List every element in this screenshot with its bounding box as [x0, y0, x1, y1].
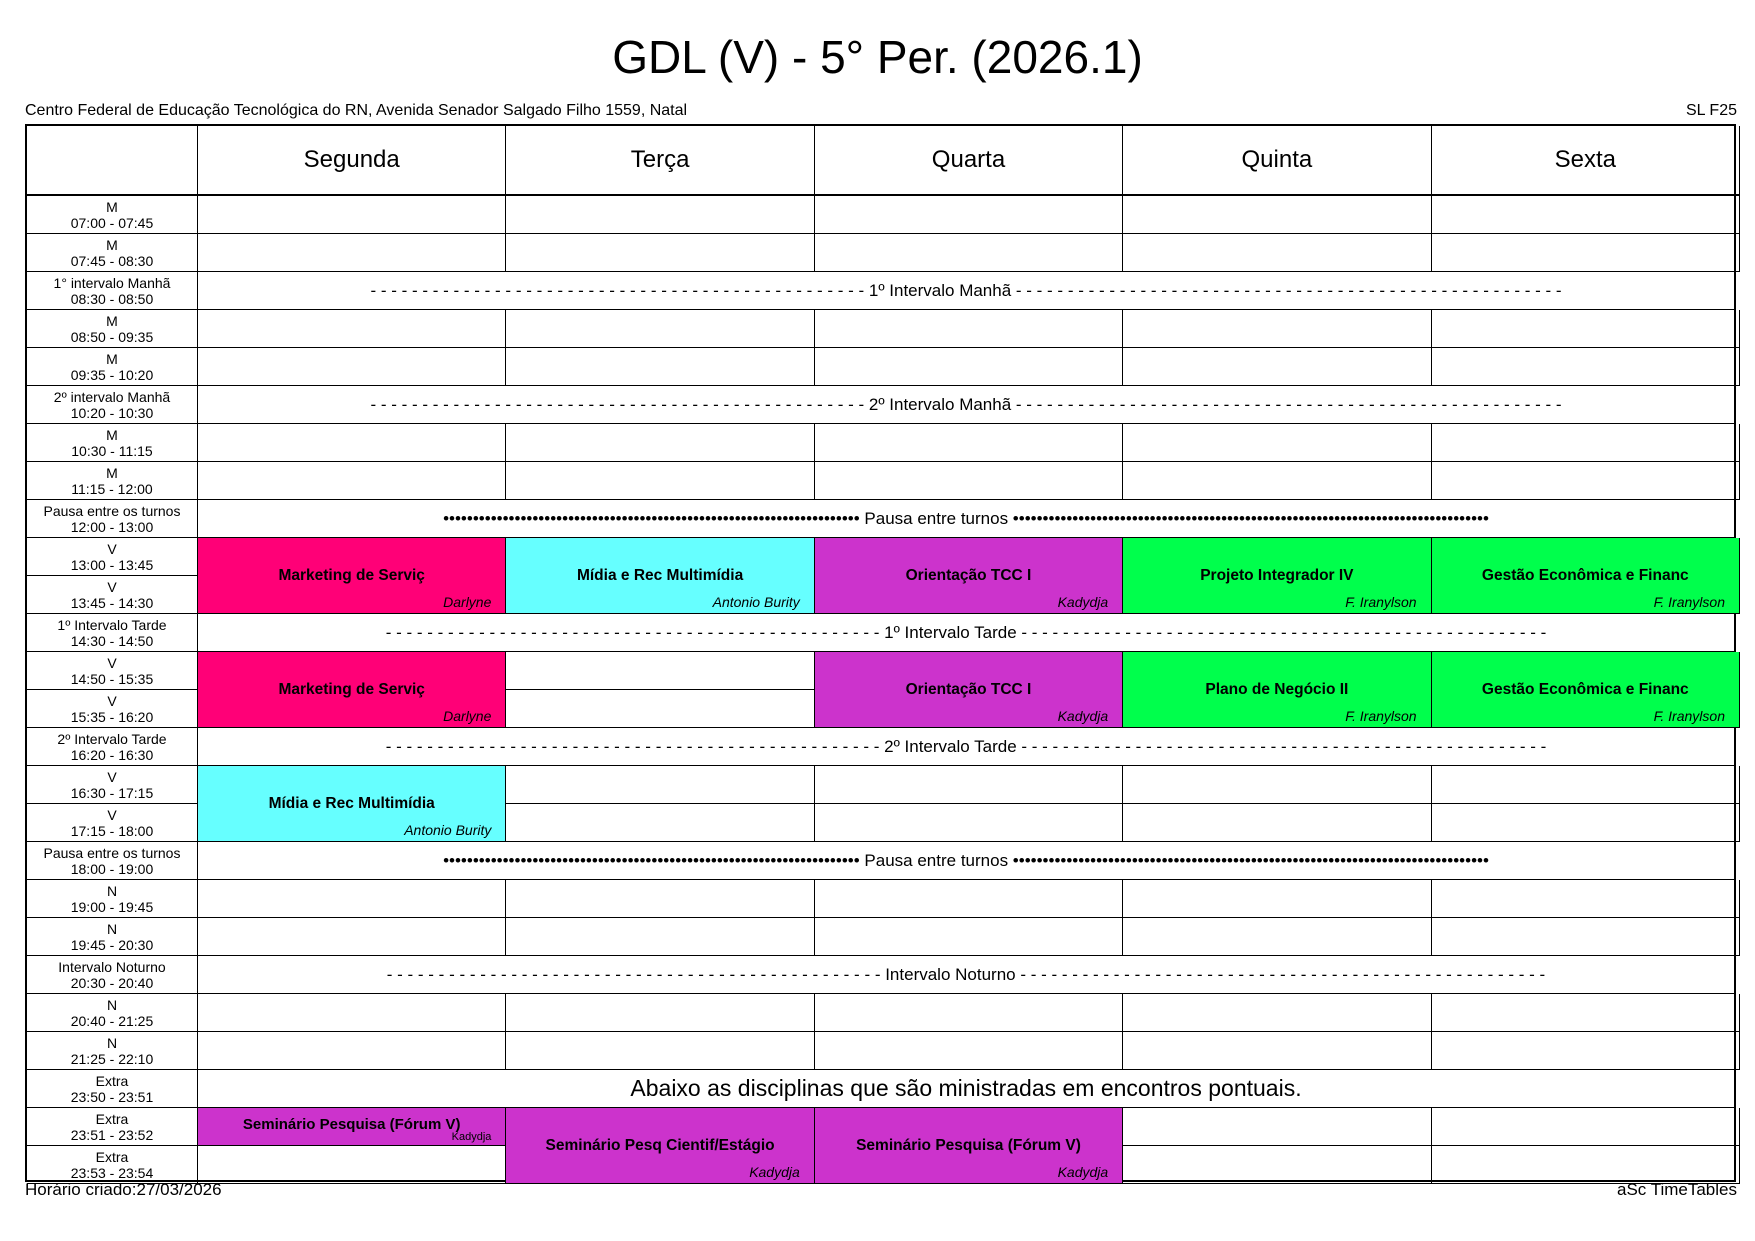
- header-corner: [27, 126, 198, 196]
- lesson-card[interactable]: [815, 538, 1123, 614]
- empty-slot: [815, 804, 1123, 842]
- period-name: Extra: [95, 1110, 129, 1127]
- lesson-card[interactable]: [1432, 538, 1740, 614]
- empty-slot: [1123, 196, 1431, 234]
- day-header-label: Segunda: [303, 146, 400, 173]
- period-name: V: [107, 692, 117, 709]
- empty-slot: [198, 310, 506, 348]
- empty-slot: [1432, 804, 1740, 842]
- lesson-teacher: Kadydja: [749, 1164, 800, 1180]
- period-time: 14:50 - 15:35: [70, 670, 154, 687]
- break-band-text: - - - - - - - - - - - - - - - - - - - - - - - - - - - - - - - - - - - - - - - - - - - - - - - - 2º Intervalo Tarde - - - - - - - - - - - - - - - - - - - - - - - - - - - - - - - - - - - - - - - - - - - - - - - - - - -: [385, 736, 1547, 756]
- period-time: 23:51 - 23:52: [70, 1126, 154, 1143]
- period-time: 13:45 - 14:30: [70, 594, 154, 611]
- lesson-teacher: Kadydja: [1057, 594, 1109, 610]
- period-name: M: [106, 426, 118, 443]
- period-time: 15:35 - 16:20: [70, 708, 154, 725]
- period-time: 10:20 - 10:30: [70, 404, 154, 421]
- period-name: Intervalo Noturno: [58, 958, 166, 975]
- empty-slot: [506, 310, 814, 348]
- period-name: M: [106, 198, 118, 215]
- period-name: M: [106, 350, 118, 367]
- period-time: 17:15 - 18:00: [70, 822, 154, 839]
- empty-slot: [1432, 462, 1740, 500]
- lesson-card[interactable]: [1123, 538, 1431, 614]
- break-band-text: •••••••••••••••••••••••••••••••••••••••••••••••••••••••••••••••••••••• Pausa entre turnos ••••••••••••••••••••••••••••••••••••••••••••••••••••••••••••••••••••••••••••••••: [443, 508, 1489, 528]
- empty-slot: [198, 348, 506, 386]
- day-header-label: Quinta: [1241, 146, 1313, 173]
- period-time: 07:45 - 08:30: [70, 252, 154, 269]
- empty-slot: [1123, 918, 1431, 956]
- period-label: [27, 1146, 198, 1184]
- empty-slot: [506, 348, 814, 386]
- lesson-subject: Gestão Econômica e Financ: [1481, 680, 1689, 698]
- period-label: [27, 272, 198, 310]
- empty-slot: [506, 766, 814, 804]
- break-band: [198, 956, 1734, 994]
- day-header: [1432, 126, 1740, 196]
- day-header: [815, 126, 1123, 196]
- empty-slot: [506, 462, 814, 500]
- break-band: [198, 272, 1734, 310]
- lesson-subject: Mídia e Rec Multimídia: [576, 566, 744, 584]
- empty-slot: [1123, 1032, 1431, 1070]
- period-label: [27, 690, 198, 728]
- period-name: 1° intervalo Manhã: [53, 274, 171, 291]
- lesson-teacher: F. Iranylson: [1345, 708, 1417, 724]
- lesson-teacher: Kadydja: [1057, 708, 1109, 724]
- period-label: [27, 196, 198, 234]
- empty-slot: [1123, 1146, 1431, 1184]
- period-name: Pausa entre os turnos: [43, 502, 181, 519]
- period-time: 10:30 - 11:15: [71, 442, 153, 459]
- lesson-subject: Orientação TCC I: [905, 566, 1032, 584]
- period-name: N: [106, 882, 118, 899]
- empty-slot: [1123, 234, 1431, 272]
- empty-slot: [815, 310, 1123, 348]
- empty-slot: [1432, 1108, 1740, 1146]
- period-name: V: [107, 806, 117, 823]
- lesson-card[interactable]: [815, 652, 1123, 728]
- empty-slot: [1123, 424, 1431, 462]
- lesson-card[interactable]: [198, 766, 506, 842]
- period-label: [27, 576, 198, 614]
- period-time: 14:30 - 14:50: [70, 632, 154, 649]
- empty-slot: [815, 462, 1123, 500]
- empty-slot: [1432, 234, 1740, 272]
- period-label: [27, 994, 198, 1032]
- period-name: Extra: [95, 1148, 129, 1165]
- period-time: 20:30 - 20:40: [70, 974, 154, 991]
- break-band-text: •••••••••••••••••••••••••••••••••••••••••••••••••••••••••••••••••••••• Pausa entre turnos ••••••••••••••••••••••••••••••••••••••••••••••••••••••••••••••••••••••••••••••••: [443, 850, 1489, 870]
- break-band-text: - - - - - - - - - - - - - - - - - - - - - - - - - - - - - - - - - - - - - - - - - - - - - - - - 1º Intervalo Manhã - - - - - - - - - - - - - - - - - - - - - - - - - - - - - - - - - - - - - - - - - - - - - - - - - - - - -: [370, 280, 1562, 300]
- break-band: [198, 614, 1734, 652]
- period-time: 23:53 - 23:54: [70, 1164, 154, 1181]
- period-label: [27, 842, 198, 880]
- period-label: [27, 956, 198, 994]
- period-name: V: [107, 540, 117, 557]
- empty-slot: [1432, 348, 1740, 386]
- empty-slot: [1432, 196, 1740, 234]
- lesson-card[interactable]: [198, 538, 506, 614]
- empty-slot: [1123, 766, 1431, 804]
- empty-slot: [198, 994, 506, 1032]
- lesson-subject: Marketing de Serviç: [278, 680, 425, 698]
- period-name: 1º Intervalo Tarde: [57, 616, 167, 633]
- lesson-teacher: Antonio Burity: [712, 594, 800, 610]
- period-label: [27, 728, 198, 766]
- period-time: 07:00 - 07:45: [70, 214, 154, 231]
- period-name: N: [106, 996, 118, 1013]
- break-band: [198, 1070, 1734, 1108]
- empty-slot: [506, 690, 814, 728]
- empty-slot: [815, 196, 1123, 234]
- lesson-card[interactable]: [1432, 652, 1740, 728]
- lesson-teacher: Kadydja: [451, 1131, 492, 1143]
- period-label: [27, 234, 198, 272]
- period-time: 08:30 - 08:50: [70, 290, 154, 307]
- empty-slot: [506, 424, 814, 462]
- lesson-teacher: F. Iranylson: [1653, 708, 1725, 724]
- period-time: 12:00 - 13:00: [70, 518, 154, 535]
- period-time: 16:30 - 17:15: [70, 784, 154, 801]
- day-header-label: Sexta: [1554, 146, 1616, 173]
- lesson-subject: Seminário Pesquisa (Fórum V): [856, 1136, 1081, 1154]
- empty-slot: [506, 918, 814, 956]
- period-name: N: [106, 1034, 118, 1051]
- empty-slot: [815, 766, 1123, 804]
- break-band: [198, 386, 1734, 424]
- lesson-subject: Plano de Negócio II: [1205, 680, 1349, 698]
- day-header: [1123, 126, 1431, 196]
- break-band-text: Abaixo as disciplinas que são ministradas em encontros pontuais.: [630, 1075, 1302, 1101]
- period-label: [27, 880, 198, 918]
- lesson-subject: Seminário Pesq Cientif/Estágio: [545, 1136, 775, 1154]
- empty-slot: [506, 196, 814, 234]
- empty-slot: [815, 994, 1123, 1032]
- period-time: 11:15 - 12:00: [71, 480, 153, 497]
- empty-slot: [198, 918, 506, 956]
- period-time: 20:40 - 21:25: [70, 1012, 154, 1029]
- period-time: 23:50 - 23:51: [70, 1088, 154, 1105]
- period-label: [27, 766, 198, 804]
- break-band-text: - - - - - - - - - - - - - - - - - - - - - - - - - - - - - - - - - - - - - - - - - - - - - - - - 1º Intervalo Tarde - - - - - - - - - - - - - - - - - - - - - - - - - - - - - - - - - - - - - - - - - - - - - - - - - - -: [385, 622, 1547, 642]
- lesson-subject: Projeto Integrador IV: [1200, 566, 1354, 584]
- empty-slot: [1432, 994, 1740, 1032]
- empty-slot: [198, 880, 506, 918]
- day-header-label: Quarta: [931, 146, 1006, 173]
- empty-slot: [198, 234, 506, 272]
- period-label: [27, 310, 198, 348]
- lesson-subject: Marketing de Serviç: [278, 566, 425, 584]
- empty-slot: [815, 424, 1123, 462]
- empty-slot: [815, 918, 1123, 956]
- period-time: 21:25 - 22:10: [70, 1050, 154, 1067]
- period-time: 09:35 - 10:20: [70, 366, 154, 383]
- empty-slot: [1123, 994, 1431, 1032]
- period-time: 16:20 - 16:30: [70, 746, 154, 763]
- period-label: [27, 538, 198, 576]
- empty-slot: [506, 652, 814, 690]
- empty-slot: [506, 1032, 814, 1070]
- empty-slot: [1123, 1108, 1431, 1146]
- period-name: Extra: [95, 1072, 129, 1089]
- lesson-subject: Mídia e Rec Multimídia: [268, 794, 435, 812]
- lesson-card[interactable]: [815, 1108, 1123, 1184]
- lesson-card[interactable]: [198, 652, 506, 728]
- empty-slot: [506, 994, 814, 1032]
- period-time: 08:50 - 09:35: [70, 328, 154, 345]
- empty-slot: [815, 880, 1123, 918]
- period-label: [27, 1032, 198, 1070]
- lesson-teacher: Kadydja: [1057, 1164, 1109, 1180]
- break-band: [198, 842, 1734, 880]
- empty-slot: [815, 348, 1123, 386]
- empty-slot: [1432, 880, 1740, 918]
- empty-slot: [1432, 766, 1740, 804]
- period-label: [27, 1108, 198, 1146]
- empty-slot: [1123, 804, 1431, 842]
- period-label: [27, 462, 198, 500]
- break-band: [198, 500, 1734, 538]
- lesson-teacher: Darlyne: [443, 708, 492, 724]
- empty-slot: [1123, 880, 1431, 918]
- lesson-card[interactable]: [1123, 652, 1431, 728]
- empty-slot: [506, 234, 814, 272]
- lesson-teacher: F. Iranylson: [1653, 594, 1725, 610]
- generator-credit: aSc TimeTables: [1617, 1180, 1737, 1199]
- period-label: [27, 918, 198, 956]
- lesson-subject: Seminário Pesquisa (Fórum V): [242, 1116, 461, 1133]
- period-name: 2º intervalo Manhã: [53, 388, 171, 405]
- lesson-teacher: Darlyne: [443, 594, 492, 610]
- page-title: GDL (V) - 5° Per. (2026.1): [612, 31, 1143, 83]
- empty-slot: [506, 804, 814, 842]
- period-label: [27, 614, 198, 652]
- lesson-subject: Gestão Econômica e Financ: [1481, 566, 1689, 584]
- period-time: 18:00 - 19:00: [70, 860, 154, 877]
- empty-slot: [198, 196, 506, 234]
- lesson-card[interactable]: [506, 1108, 814, 1184]
- empty-slot: [198, 462, 506, 500]
- empty-slot: [1432, 918, 1740, 956]
- period-label: [27, 500, 198, 538]
- lesson-subject: Orientação TCC I: [905, 680, 1032, 698]
- period-time: 19:45 - 20:30: [70, 936, 154, 953]
- period-name: 2º Intervalo Tarde: [57, 730, 167, 747]
- empty-slot: [1123, 348, 1431, 386]
- period-name: N: [106, 920, 118, 937]
- empty-slot: [1432, 1146, 1740, 1184]
- break-band: [198, 728, 1734, 766]
- period-name: Pausa entre os turnos: [43, 844, 181, 861]
- break-band-text: - - - - - - - - - - - - - - - - - - - - - - - - - - - - - - - - - - - - - - - - - - - - - - - - 2º Intervalo Manhã - - - - - - - - - - - - - - - - - - - - - - - - - - - - - - - - - - - - - - - - - - - - - - - - - - - - -: [370, 394, 1562, 414]
- day-header: [506, 126, 814, 196]
- period-label: [27, 804, 198, 842]
- period-name: M: [106, 312, 118, 329]
- empty-slot: [1123, 310, 1431, 348]
- timetable-grid: [25, 124, 1736, 1182]
- room-code: SL F25: [1686, 102, 1737, 119]
- empty-slot: [815, 234, 1123, 272]
- period-label: [27, 652, 198, 690]
- break-band-text: - - - - - - - - - - - - - - - - - - - - - - - - - - - - - - - - - - - - - - - - - - - - - - - - Intervalo Noturno - - - - - - - - - - - - - - - - - - - - - - - - - - - - - - - - - - - - - - - - - - - - - - - - - - -: [386, 964, 1546, 984]
- period-time: 19:00 - 19:45: [70, 898, 154, 915]
- empty-slot: [198, 1146, 506, 1184]
- period-label: [27, 1070, 198, 1108]
- empty-slot: [198, 424, 506, 462]
- created-date: Horário criado:27/03/2026: [25, 1180, 222, 1199]
- lesson-card[interactable]: [198, 1108, 506, 1146]
- empty-slot: [506, 880, 814, 918]
- empty-slot: [198, 1032, 506, 1070]
- period-label: [27, 386, 198, 424]
- period-name: V: [107, 654, 117, 671]
- day-header: [198, 126, 506, 196]
- empty-slot: [815, 1032, 1123, 1070]
- period-name: M: [106, 464, 118, 481]
- lesson-teacher: Antonio Burity: [404, 822, 492, 838]
- day-header-label: Terça: [630, 146, 690, 173]
- period-time: 13:00 - 13:45: [70, 556, 154, 573]
- empty-slot: [1432, 1032, 1740, 1070]
- empty-slot: [1432, 310, 1740, 348]
- empty-slot: [1123, 462, 1431, 500]
- institution-address: Centro Federal de Educação Tecnológica do RN, Avenida Senador Salgado Filho 1559, Natal: [25, 102, 688, 119]
- period-label: [27, 424, 198, 462]
- lesson-teacher: F. Iranylson: [1345, 594, 1417, 610]
- period-name: V: [107, 768, 117, 785]
- period-label: [27, 348, 198, 386]
- period-name: V: [107, 578, 117, 595]
- period-name: M: [106, 236, 118, 253]
- lesson-card[interactable]: [506, 538, 814, 614]
- empty-slot: [1432, 424, 1740, 462]
